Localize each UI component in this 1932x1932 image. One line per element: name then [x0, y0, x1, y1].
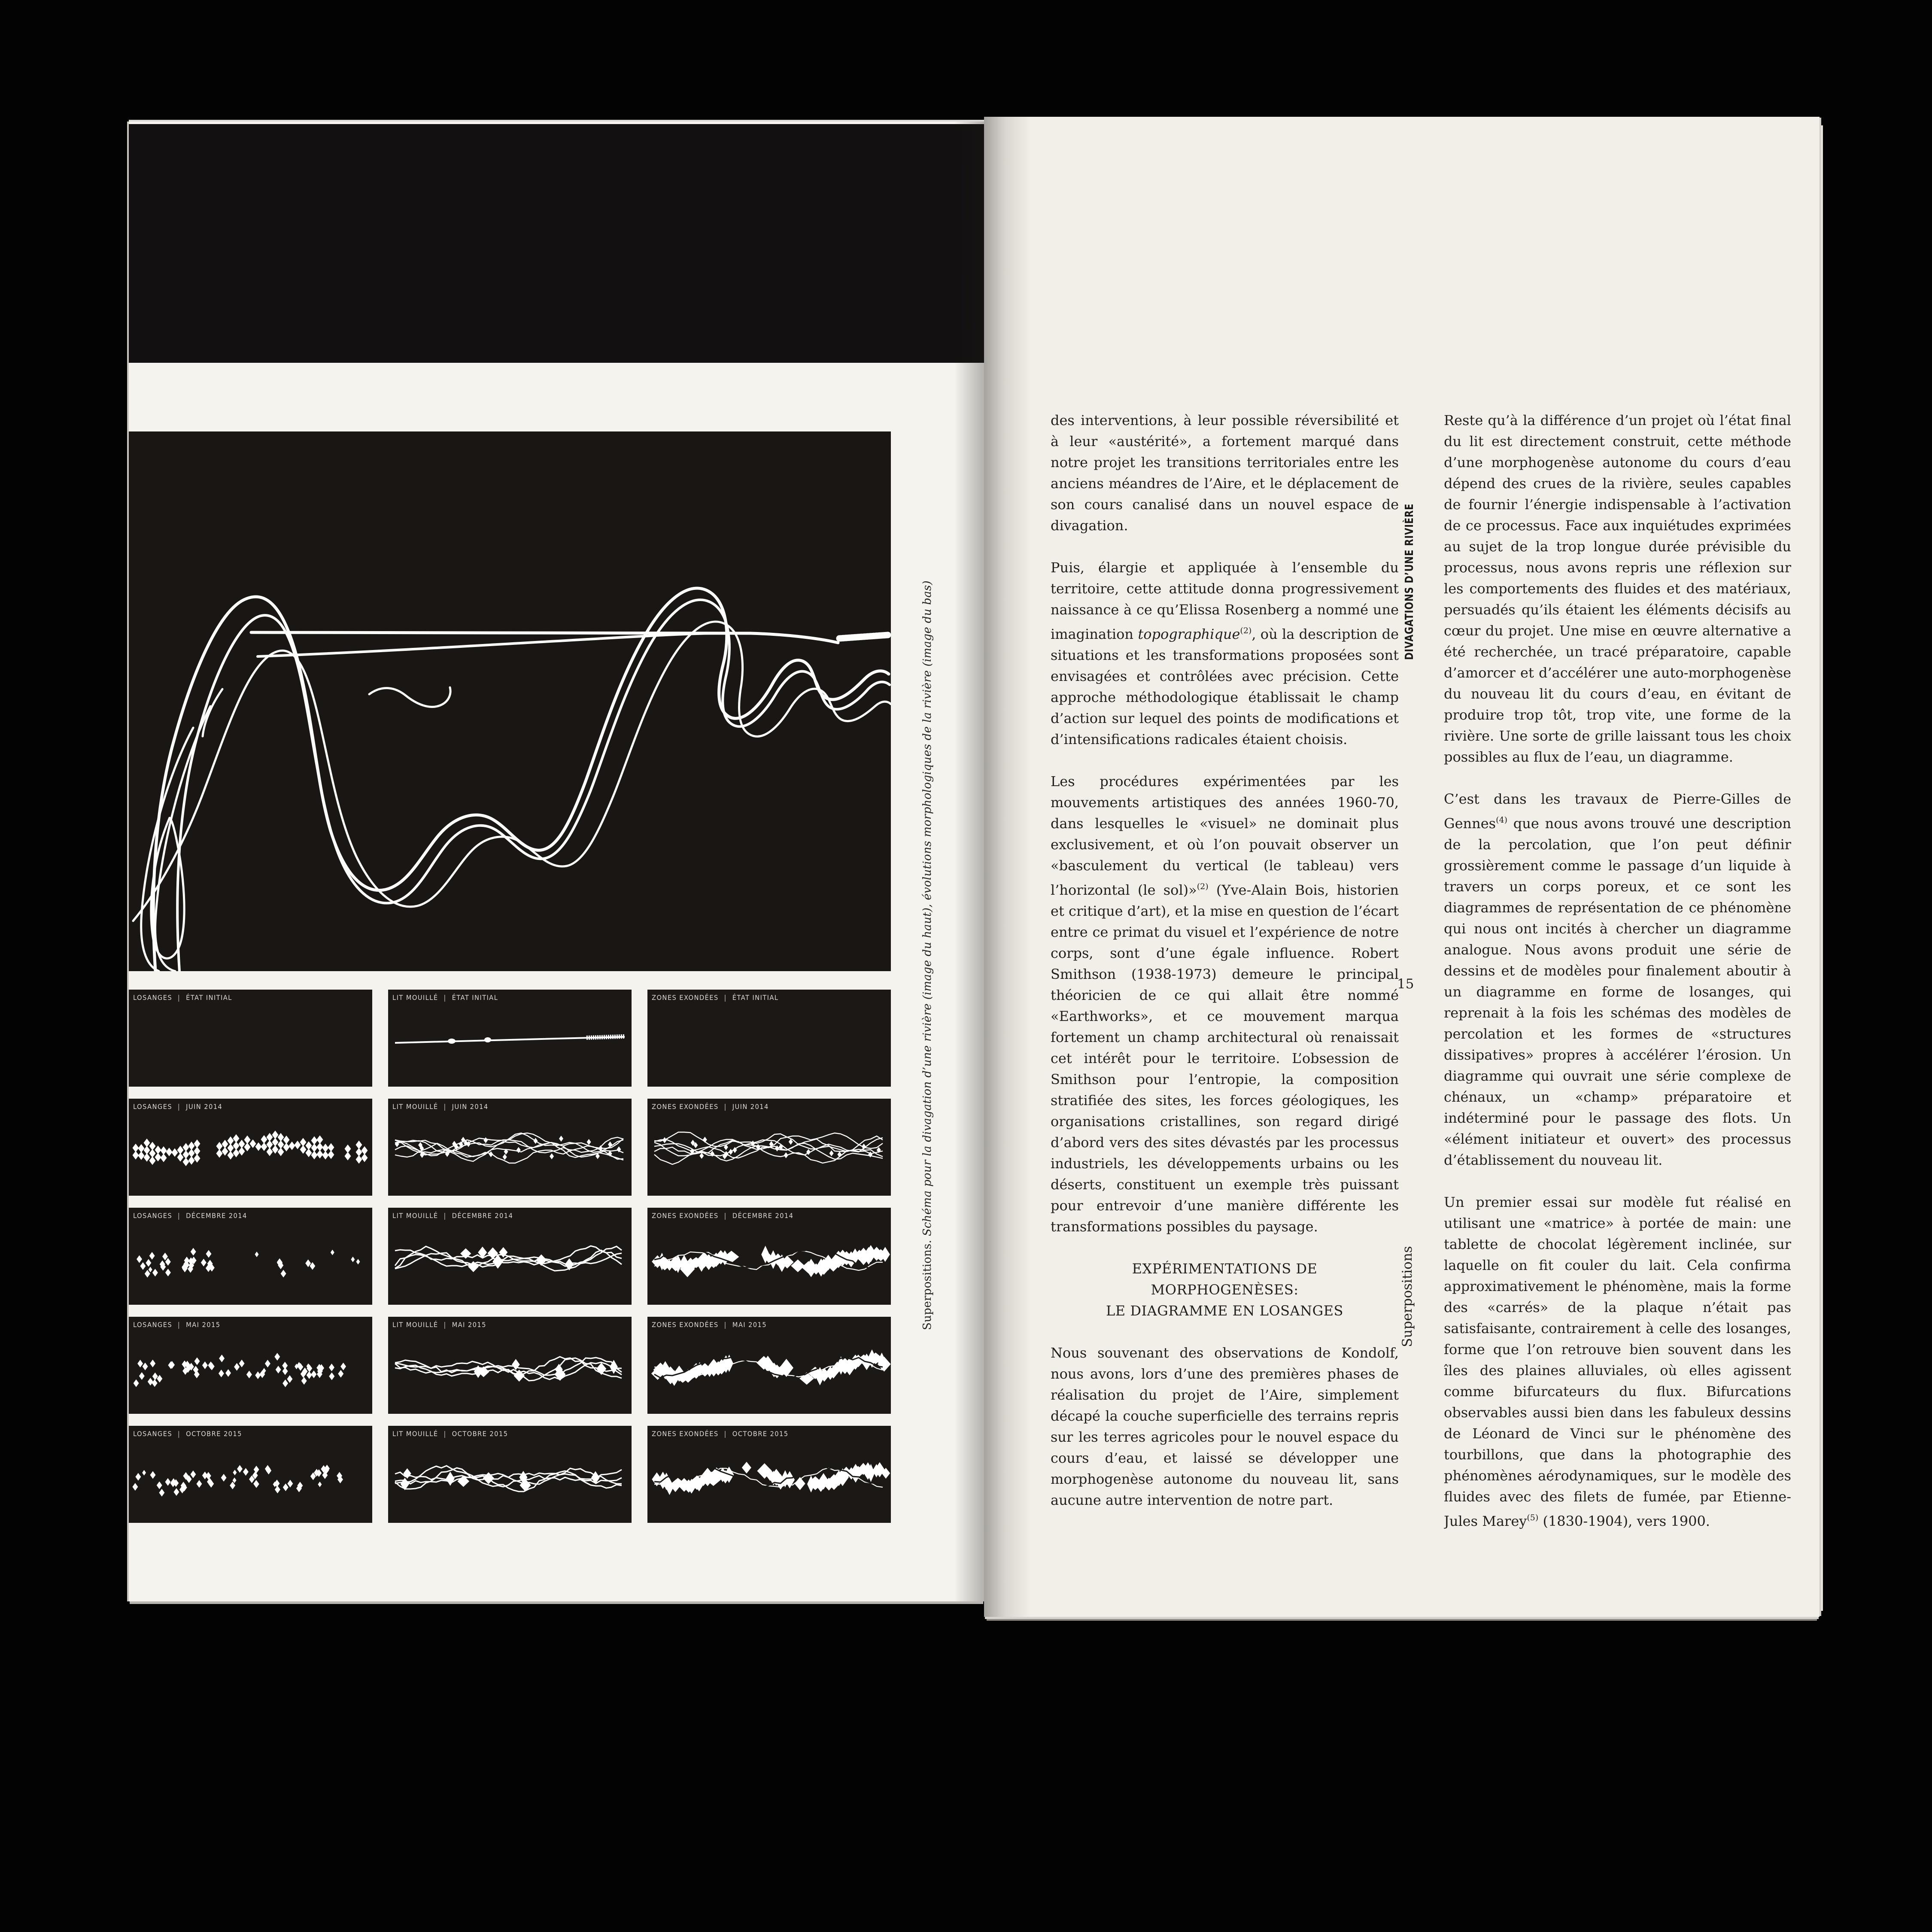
- panel-pattern-mesh-dense: [388, 1099, 632, 1196]
- panel-label: [133, 1430, 242, 1438]
- panel-label: [392, 1103, 489, 1111]
- panel-pattern-blob-band: [647, 1317, 891, 1414]
- grid-panel-r4-c2: [388, 1317, 632, 1414]
- page-edge-sliver: [1821, 125, 1823, 1611]
- panel-series-label: ZONES EXONDÉES: [652, 1430, 719, 1438]
- panel-label-separator: |: [724, 993, 727, 1002]
- panel-pattern-wavy-lines: [388, 1208, 632, 1305]
- panel-period-label: OCTOBRE 2015: [452, 1430, 508, 1438]
- text-column-1: [1051, 410, 1399, 1535]
- body-text-run: Un premier essai sur modèle fut réalisé en utilisant une «matrice» à portée de main: une tablette de chocolat légèrement inclinée, sur laquelle on fit couler du lait. Cela confirma approximativement le phénomène, mais la forme des «carrés» de la plaque n’était pas satisfaisante, contrairement à celle des losanges, forme que l’on retrouve bien souvent dans les îles des plaines alluviales, où elles agissent comme bifurcateurs du flux. Bifurcations observables aussi bien dans les fabuleux dessins de Léonard de Vinci sur le phénomène des tourbillons, que dans la photographie des phénomènes aérodynamiques, sur le modèle des fluides avec des filets de fumée, par Etienne-Jules Marey: [1444, 1194, 1791, 1529]
- page-number: 15: [1397, 976, 1414, 992]
- panel-period-label: DÉCEMBRE 2014: [186, 1212, 247, 1220]
- panel-period-label: ÉTAT INITIAL: [732, 993, 779, 1002]
- grid-panel-r5-c1: [129, 1426, 372, 1523]
- body-text-run: que nous avons trouvé une description de la percolation, que l’on peut définir grossièrement comme le passage d’un liquide à travers un corps poreux, et ce sont les diagrammes de représentation de ce phénomène qui nous ont incités à chercher un diagramme analogue. Nous avons produit une série de dessins et de modèles pour finalement aboutir à un diagramme en forme de losanges, qui reprenait à la fois les schémas des modèles de percolation et les formes de «structures dissipatives» propres à accélérer l’érosion. Un diagramme qui ouvrait une série complexe de chénaux, un «champ» préparatoire et indéterminé pour le passage des flots. Un «élément initiateur et ouvert» des processus d’établissement du nouveau lit.: [1444, 815, 1791, 1168]
- panel-label: [652, 1212, 793, 1220]
- panel-series-label: LIT MOUILLÉ: [392, 1212, 438, 1220]
- panel-label-separator: |: [444, 993, 447, 1002]
- grid-panel-r3-c2: [388, 1208, 632, 1305]
- right-page: [984, 117, 1820, 1617]
- panel-pattern-empty: [129, 990, 372, 1087]
- panel-period-label: ÉTAT INITIAL: [186, 993, 232, 1002]
- panel-period-label: OCTOBRE 2015: [186, 1430, 242, 1438]
- panel-pattern-diamond-band-dense: [129, 1099, 372, 1196]
- body-paragraph: [1051, 1343, 1399, 1511]
- panel-series-label: ZONES EXONDÉES: [652, 1103, 719, 1111]
- panel-label-separator: |: [724, 1430, 727, 1438]
- panel-period-label: JUIN 2014: [732, 1103, 769, 1111]
- panel-label: [392, 1321, 486, 1329]
- body-paragraph: [1444, 789, 1791, 1171]
- panel-label: [392, 1212, 513, 1220]
- panel-period-label: DÉCEMBRE 2014: [732, 1212, 794, 1220]
- body-paragraph: [1444, 410, 1791, 768]
- panel-label-separator: |: [724, 1103, 727, 1111]
- body-text-run: C’est dans les travaux de Pierre-Gilles de Gennes: [1444, 791, 1791, 832]
- panel-label-separator: |: [444, 1103, 447, 1111]
- panel-period-label: MAI 2015: [186, 1321, 221, 1329]
- river-traces-drawing: [129, 431, 891, 971]
- panel-label-separator: |: [177, 1103, 181, 1111]
- panel-pattern-line: [388, 990, 632, 1087]
- gutter-shadow-right: [984, 117, 1031, 1617]
- body-text-run: (Yve-Alain Bois, historien et critique d’art), et la mise en question de l’écart entre ce primat du visuel et l’expérience de notre corps, sont d’une égale influence. Robert Smithson (1938-1973) demeure le principal théoricien de ce qui allait être nommé «Earthworks», et ce mouvement marqua fortement un champ architectural où renaissait cet intérêt pour le territoire. L’obsession de Smithson pour l’entropie, la composition stratifiée des sites, les forces géologiques, les organisations cristallines, son regard dirigé d’abord vers des sites dévastés par les processus industriels, les développements urbains ou les déserts, constituent un exemple très puissant pour entrevoir d’une manière différente les transformations possibles du paysage.: [1051, 882, 1399, 1235]
- river-divagation-figure: [129, 431, 891, 971]
- panel-label-separator: |: [724, 1321, 727, 1329]
- panel-label: [392, 993, 498, 1002]
- panel-period-label: MAI 2015: [732, 1321, 767, 1329]
- panel-pattern-diamond-clusters: [129, 1426, 372, 1523]
- panel-series-label: ZONES EXONDÉES: [652, 1212, 719, 1220]
- body-text-run: Nous souvenant des observations de Kondolf, nous avons, lors d’une des premières phases de réalisation du projet de l’Aire, simplement décapé la couche superficielle des terrains repris sur les terres agricoles pour le nouvel espace du cours d’eau, et laissé se développer une morphogenèse autonome du nouveau lit, sans aucune autre intervention de notre part.: [1051, 1345, 1399, 1508]
- grid-panel-r1-c3: [647, 990, 891, 1087]
- panel-period-label: OCTOBRE 2015: [732, 1430, 789, 1438]
- panel-pattern-blob-band: [647, 1426, 891, 1523]
- grid-panel-r2-c2: [388, 1099, 632, 1196]
- panel-pattern-diamond-clusters: [129, 1208, 372, 1305]
- panel-label: [133, 1321, 220, 1329]
- body-text-run: (1830-1904), vers 1900.: [1538, 1513, 1710, 1529]
- grid-panel-r4-c3: [647, 1317, 891, 1414]
- panel-label: [652, 993, 778, 1002]
- panel-label-separator: |: [177, 1321, 181, 1329]
- panel-period-label: JUIN 2014: [186, 1103, 223, 1111]
- panel-series-label: LOSANGES: [133, 1212, 173, 1220]
- body-text-run: , où la description de situations et les transformations proposées sont envisagées et contrôlées avec précision. Cette approche méthodologique établissait le champ d’action sur lequel des points de modifications et d’intensifications radicales étaient choisis.: [1051, 626, 1399, 747]
- panel-label: [652, 1430, 789, 1438]
- grid-panel-r1-c1: [129, 990, 372, 1087]
- section-heading-line: EXPÉRIMENTATIONS DE: [1132, 1261, 1318, 1277]
- grid-panel-r3-c3: [647, 1208, 891, 1305]
- section-heading-line: MORPHOGENÈSES:: [1151, 1282, 1299, 1298]
- text-column-2: [1444, 410, 1791, 1535]
- grid-panel-r3-c1: [129, 1208, 372, 1305]
- panel-pattern-wavy-lines: [388, 1426, 632, 1523]
- body-paragraph: [1444, 1192, 1791, 1532]
- panel-series-label: LOSANGES: [133, 1103, 173, 1111]
- grid-panel-r2-c1: [129, 1099, 372, 1196]
- panel-series-label: LIT MOUILLÉ: [392, 1321, 438, 1329]
- panel-period-label: ÉTAT INITIAL: [452, 993, 498, 1002]
- panel-series-label: LOSANGES: [133, 993, 173, 1002]
- chapter-label-text: DIVAGATIONS D’UNE RIVIÈRE: [1403, 503, 1416, 660]
- panel-label: [133, 1103, 222, 1111]
- footnote-reference: (5): [1527, 1513, 1539, 1522]
- panel-label-separator: |: [177, 993, 181, 1002]
- panel-pattern-wavy-lines: [388, 1317, 632, 1414]
- body-paragraph: [1051, 771, 1399, 1237]
- body-text-run: Reste qu’à la différence d’un projet où l’état final du lit est directement construit, cette méthode d’une morphogenèse autonome du cours d’eau dépend des crues de la rivière, seules capables de fournir l’énergie indispensable à l’activation de ce processus. Face aux inquiétudes exprimées au sujet de la trop longue durée prévisible du processus, nous avons repris une réflexion sur les comportements des fluides et des matériaux, persuadés qu’ils étaient les éléments décisifs au cœur du projet. Une mise en œuvre alternative a été recherchée, un tracé préparatoire, capable d’amorcer et d’accélérer une auto-morphogenèse du nouveau lit du cours d’eau, en évitant de produire trop tôt, trop vite, une forme de la rivière. Une sorte de grille laissant tous les choix possibles au flux de l’eau, un diagramme.: [1444, 412, 1791, 765]
- body-paragraph: [1051, 410, 1399, 536]
- panel-label-separator: |: [177, 1212, 181, 1220]
- top-bleed-image: [129, 124, 984, 363]
- body-text-run: topographique: [1138, 626, 1240, 642]
- figure-grid: [129, 990, 891, 1523]
- panel-label: [133, 993, 232, 1002]
- panel-pattern-blob-band: [647, 1208, 891, 1305]
- panel-series-label: ZONES EXONDÉES: [652, 993, 719, 1002]
- panel-label-separator: |: [724, 1212, 727, 1220]
- gutter-shadow-left: [954, 122, 984, 1601]
- grid-panel-r4-c1: [129, 1317, 372, 1414]
- body-text-run: Les procédures expérimentées par les mouvements artistiques des années 1960-70, dans lesquelles le «visuel» ne dominait plus exclusivement, et où l’on pouvait observer un «basculement du vertical (le tableau) vers l’horizontal (le sol)»: [1051, 773, 1399, 898]
- grid-panel-r5-c2: [388, 1426, 632, 1523]
- panel-pattern-diamond-clusters: [129, 1317, 372, 1414]
- panel-series-label: ZONES EXONDÉES: [652, 1321, 719, 1329]
- panel-label: [392, 1430, 508, 1438]
- panel-label: [652, 1321, 767, 1329]
- panel-label-separator: |: [177, 1430, 181, 1438]
- panel-pattern-mesh-dense: [647, 1099, 891, 1196]
- grid-panel-r2-c3: [647, 1099, 891, 1196]
- panel-period-label: JUIN 2014: [452, 1103, 489, 1111]
- panel-series-label: LIT MOUILLÉ: [392, 1103, 438, 1111]
- panel-pattern-empty: [647, 990, 891, 1087]
- footnote-reference: (2): [1240, 626, 1252, 635]
- panel-series-label: LIT MOUILLÉ: [392, 993, 438, 1002]
- grid-panel-r5-c3: [647, 1426, 891, 1523]
- section-heading-line: LE DIAGRAMME EN LOSANGES: [1106, 1303, 1343, 1319]
- panel-series-label: LIT MOUILLÉ: [392, 1430, 438, 1438]
- grid-panel-r1-c2: [388, 990, 632, 1087]
- section-heading: [1051, 1258, 1399, 1321]
- left-page: [129, 122, 984, 1601]
- panel-period-label: MAI 2015: [452, 1321, 486, 1329]
- panel-label-separator: |: [444, 1430, 447, 1438]
- panel-label-separator: |: [444, 1321, 447, 1329]
- panel-series-label: LOSANGES: [133, 1321, 173, 1329]
- section-label-text: Superpositions: [1400, 1246, 1415, 1347]
- panel-label: [133, 1212, 247, 1220]
- panel-series-label: LOSANGES: [133, 1430, 173, 1438]
- footnote-reference: (2): [1197, 882, 1209, 891]
- footnote-reference: (4): [1496, 815, 1507, 825]
- body-paragraph: [1051, 557, 1399, 750]
- caption-text: Schéma pour la divagation d’une rivière (image du haut), évolutions morphologiques de la rivière (image du bas): [921, 580, 934, 1240]
- panel-period-label: DÉCEMBRE 2014: [452, 1212, 513, 1220]
- caption-lead: Superpositions.: [921, 1239, 934, 1330]
- panel-label-separator: |: [444, 1212, 447, 1220]
- body-text-run: des interventions, à leur possible réversibilité et à leur «austérité», a fortement marqué dans notre projet les transitions territoriales entre les anciens méandres de l’Aire, et le déplacement de son cours canalisé dans un nouvel espace de divagation.: [1051, 412, 1399, 534]
- body-text-run: Puis, élargie et appliquée à l’ensemble du territoire, cette attitude donna progressivement naissance à ce qu’Elissa Rosenberg a nommé une imagination: [1051, 559, 1399, 642]
- panel-label: [652, 1103, 769, 1111]
